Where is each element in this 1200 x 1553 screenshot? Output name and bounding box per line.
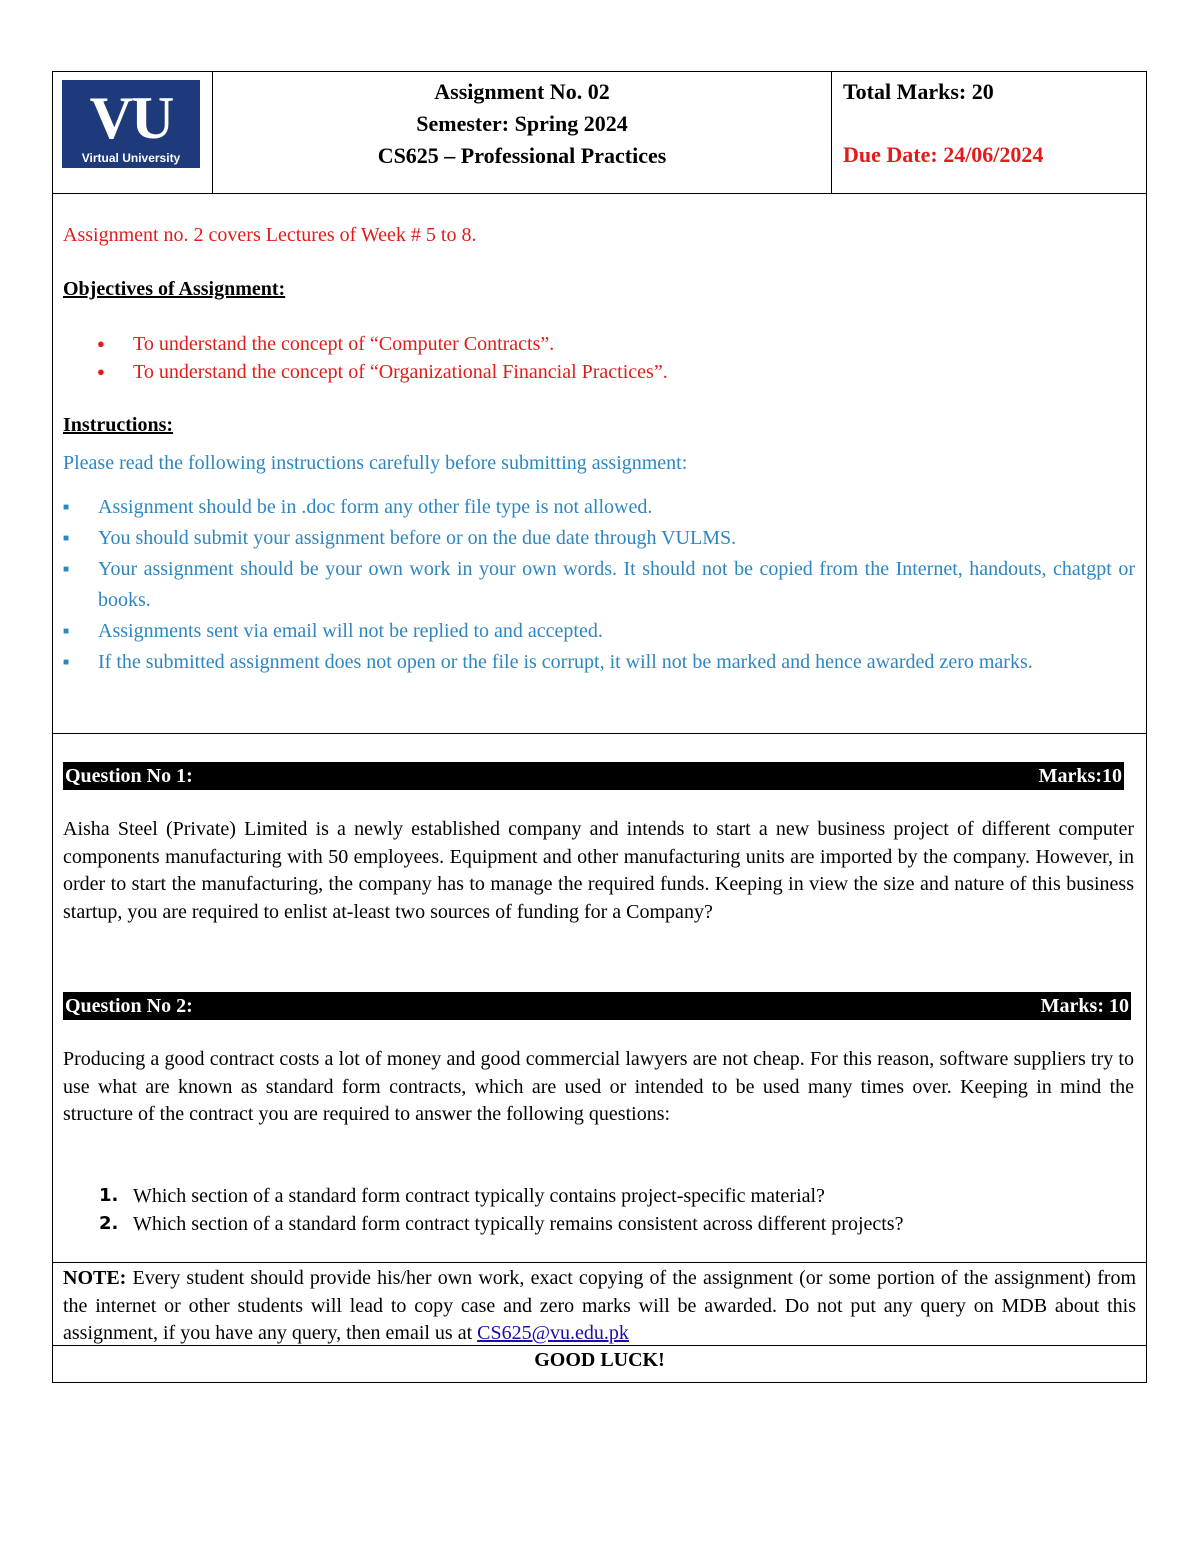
frame-left-border [52,71,53,1383]
objective-item: ● To understand the concept of “Organizational Financial Practices”. [63,358,1133,386]
email-link[interactable]: CS625@vu.edu.pk [477,1322,629,1344]
total-marks: Total Marks: 20 [843,79,994,104]
frame-right-border [1146,71,1147,1383]
header-marks-block [843,76,1143,171]
header-bottom-border [52,193,1147,194]
logo-lettering: VU [89,85,173,151]
objectives-list [63,330,1133,386]
frame-bottom-border [52,1382,1147,1383]
note-label: NOTE: [63,1267,127,1289]
item-text: Which section of a standard form contract typically contains project-specific material? [133,1185,825,1207]
question-2-list [63,1182,1134,1238]
question-2-item [63,1210,1134,1238]
questions-bottom-border [52,1262,1147,1263]
course-title: CS625 – Professional Practices [377,143,667,168]
question-1-marks: Marks:10 [1038,765,1122,787]
item-text: Which section of a standard form contract typically remains consistent across different projects? [133,1213,904,1235]
question-2-marks: Marks: 10 [1040,995,1129,1017]
instruction-item: ■ Your assignment should be your own work in your own words. It should not be copied from the Internet, handouts, chatgpt or books. [63,554,1135,616]
assignment-number: Assignment No. 02 [434,79,610,104]
instructions-bottom-border [52,733,1147,734]
question-1-bar [63,762,1124,790]
item-number: 2. [99,1213,119,1234]
note-block [63,1265,1136,1348]
instructions-intro: Please read the following instructions carefully before submitting assignment: [63,452,688,474]
vu-logo-graphic [62,80,200,168]
question-2-body: Producing a good contract costs a lot of money and good commercial lawyers are not cheap. For this reason, software suppliers try to use what are known as standard form contracts, which are used or intended to be used many times over. Keeping in mind the structure of the contract you are required to answer the following questions: [63,1048,1134,1125]
good-luck: GOOD LUCK! [534,1349,665,1371]
due-date: Due Date: 24/06/2024 [843,142,1044,167]
question-2-title: Question No 2: [65,995,193,1017]
header-divider-right [831,71,832,194]
header-title-block [213,76,831,172]
instruction-item: ■ Assignments sent via email will not be replied to and accepted. [63,616,1135,647]
question-1-body: Aisha Steel (Private) Limited is a newly established company and intends to start a new business project of different computer components manufacturing with 50 employees. Equipment and other manufacturing units are imported by the company. However, in order to start the manufacturing, the company has to manage the required funds. Keeping in view the size and nature of this business startup, you are required to enlist at-least two sources of funding for a Company? [63,818,1134,923]
item-number: 1. [99,1185,119,1206]
question-1-title: Question No 1: [65,765,193,787]
instructions-heading: Instructions: [63,414,174,436]
question-2-item [63,1182,1134,1210]
semester: Semester: Spring 2024 [416,111,628,136]
instruction-item: ■ Assignment should be in .doc form any other file type is not allowed. [63,492,1135,523]
coverage-note: Assignment no. 2 covers Lectures of Week # 5 to 8. [63,224,477,246]
question-2-bar [63,992,1131,1020]
vu-logo [62,80,200,168]
objective-item: ● To understand the concept of “Computer Contracts”. [63,330,1133,358]
instructions-list [63,492,1135,678]
note-text: Every student should provide his/her own work, exact copying of the assignment (or some portion of the assignment) from the internet or other students will lead to copy case and zero marks will be awarded. Do not put any query on MDB about this assignment, if you have any query, then email us at [63,1267,1136,1344]
frame-top-border [52,71,1147,72]
objectives-heading: Objectives of Assignment: [63,278,286,300]
logo-caption: Virtual University [81,151,181,165]
instruction-item: ■ If the submitted assignment does not open or the file is corrupt, it will not be marked and hence awarded zero marks. [63,647,1135,678]
instruction-item: ■ You should submit your assignment before or on the due date through VULMS. [63,523,1135,554]
